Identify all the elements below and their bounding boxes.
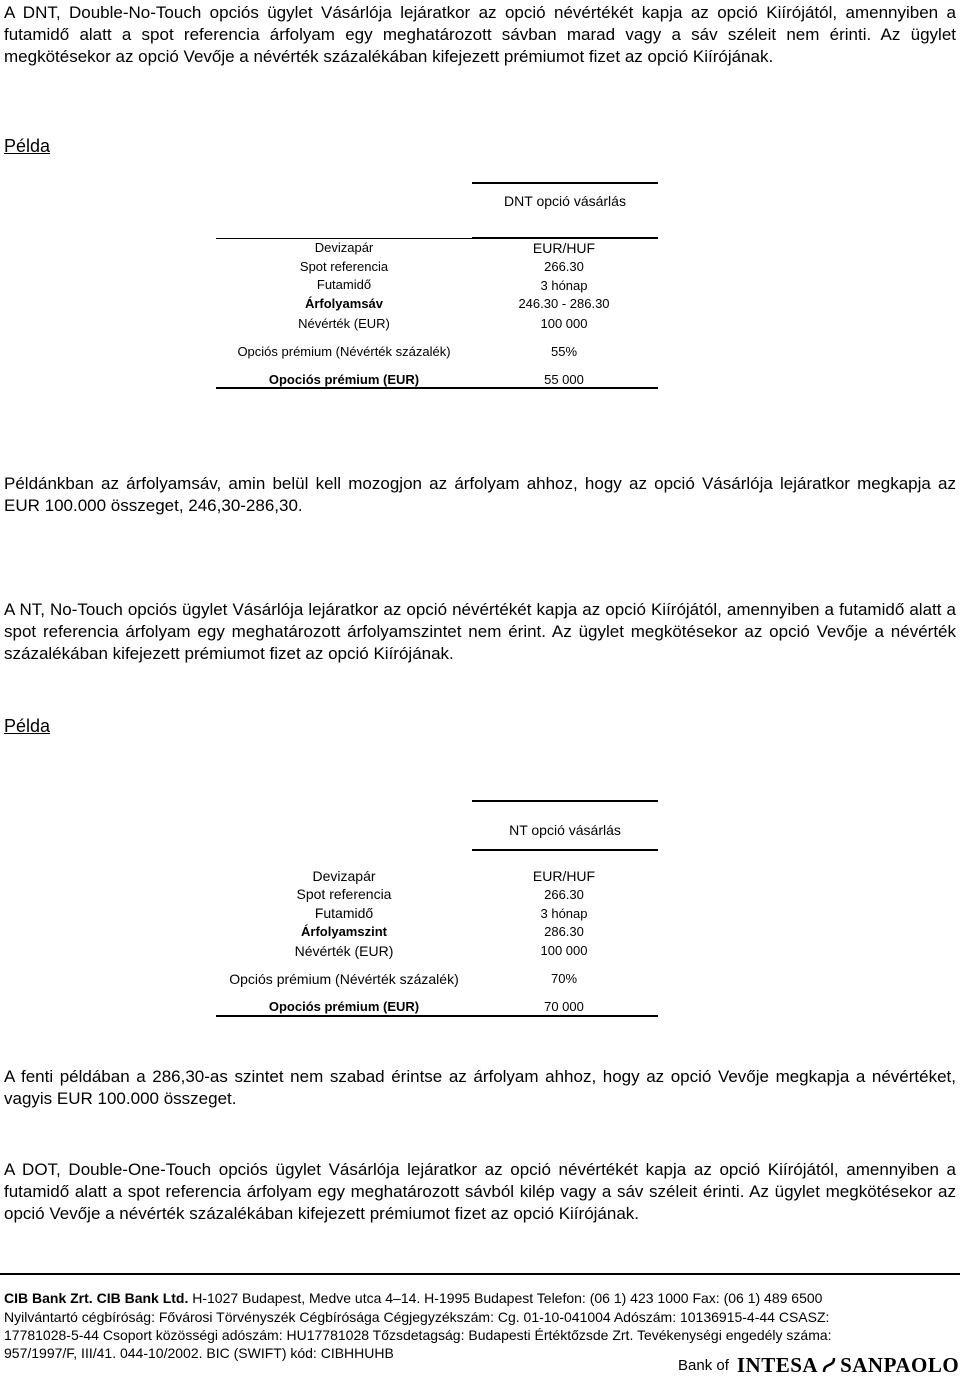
logo-prefix: Bank of: [678, 1356, 729, 1374]
row-value: EUR/HUF: [532, 868, 596, 884]
company-name: CIB Bank Zrt.: [4, 1290, 93, 1306]
footer-line-2: Nyilvántartó cégbíróság: Fővárosi Törvényszék Cégbírósága Cégjegyzékszám: Cg. 01-10-041004 Adószám: 10136915-4-44 CSASZ:: [4, 1309, 830, 1325]
row-label: Futamidő: [314, 905, 374, 921]
premium-eur-value: 55 000: [544, 372, 584, 387]
paragraph-nt-example-note: A fenti példában a 286,30-as szintet nem szabad érintse az árfolyam ahhoz, hogy az opció Vevője megkapja a névértéket, vagyis EUR 100.000 összeget.: [4, 1067, 956, 1108]
company-name-en: CIB Bank Ltd.: [96, 1290, 189, 1306]
row-value: EUR/HUF: [532, 240, 596, 256]
intesa-sanpaolo-logo: [678, 1352, 959, 1378]
nt-example-table: [216, 800, 658, 1020]
example-heading-1: Példa: [4, 136, 51, 156]
row-label: Árfolyamszint: [301, 924, 387, 939]
table-title: DNT opció vásárlás: [504, 193, 626, 209]
row-value: 286.30: [544, 924, 584, 939]
table-rule: [216, 1015, 658, 1017]
row-label: Spot referencia: [296, 886, 392, 902]
table-rule: [472, 800, 658, 802]
row-label: Spot referencia: [299, 259, 389, 274]
premium-eur-value: 70 000: [544, 999, 584, 1014]
company-address: H-1027 Budapest, Medve utca 4–14. H-1995 Budapest Telefon: (06 1) 423 1000 Fax: (06 1) 489 6500: [192, 1290, 823, 1306]
row-value: 266.30: [544, 259, 584, 274]
row-label: Névérték (EUR): [298, 316, 390, 331]
table-rule: [216, 387, 658, 389]
premium-pct-label: Opciós prémium (Névérték százalék): [229, 971, 459, 987]
row-value: 246.30 - 286.30: [518, 296, 610, 311]
premium-pct-label: Opciós prémium (Névérték százalék): [237, 344, 451, 359]
footer-line-3: 17781028-5-44 Csoport közösségi adószám: HU17781028 Tőzsdetagság: Budapesti Értéktőzsde Zrt. Tevékenységi engedély száma:: [4, 1327, 832, 1343]
row-value: 100 000: [540, 943, 588, 958]
premium-eur-label: Opociós prémium (EUR): [268, 999, 420, 1014]
logo-mark-icon: [822, 1356, 836, 1374]
footer-line-4: 957/1997/F, III/41. 044-10/2002. BIC (SWIFT) kód: CIBHHUHB: [4, 1345, 394, 1361]
table-title: NT opció vásárlás: [509, 822, 621, 838]
row-value: 3 hónap: [540, 906, 588, 921]
row-label: Devizapár: [314, 240, 374, 255]
premium-pct-value: 55%: [550, 344, 578, 359]
paragraph-dnt-example-note: Példánkban az árfolyamsáv, amin belül kell mozogjon az árfolyam ahhoz, hogy az opció Vásárlója lejáratkor megkapja az EUR 100.000 összeget, 246,30-286,30.: [4, 474, 956, 515]
row-label: Devizapár: [312, 868, 376, 884]
row-value: 3 hónap: [540, 278, 588, 293]
logo-intesa: INTESA: [736, 1352, 819, 1377]
premium-pct-value: 70%: [550, 971, 578, 986]
table-rule: [472, 849, 658, 851]
row-label: Árfolyamsáv: [304, 296, 384, 311]
premium-eur-label: Opociós prémium (EUR): [268, 372, 420, 387]
paragraph-dot-definition: A DOT, Double-One-Touch opciós ügylet Vásárlója lejáratkor az opció névértékét kapja az opció Kiírójától, amennyiben a futamidő alatt a spot referencia árfolyam egy meghatározott sávból kilép vagy a sáv széleit érinti. Az ügylet megkötésekor az opció Vevője a névérték százalékában kifejezett prémiumot fizet az opció Kiírójának.: [4, 1160, 956, 1223]
paragraph-nt-definition: A NT, No-Touch opciós ügylet Vásárlója lejáratkor az opció névértékét kapja az opció Kiírójától, amennyiben a futamidő alatt a spot referencia árfolyam egy meghatározott árfolyamszintet nem érint. Az ügylet megkötésekor az opció Vevője a névérték százalékában kifejezett prémiumot fizet az opció Kiírójának.: [4, 600, 956, 663]
row-label: Futamidő: [316, 277, 372, 292]
table-rule: [472, 182, 658, 184]
footer-rule: [0, 1273, 960, 1275]
row-value: 100 000: [540, 316, 588, 331]
dnt-example-table: [216, 182, 658, 392]
row-label: Névérték (EUR): [294, 943, 394, 959]
footer-line-1: [4, 1289, 956, 1307]
table-rule: [216, 238, 658, 239]
logo-sanpaolo: SANPAOLO: [840, 1352, 960, 1377]
paragraph-dnt-definition: A DNT, Double-No-Touch opciós ügylet Vásárlója lejáratkor az opció névértékét kapja az opció Kiírójától, amennyiben a futamidő alatt a spot referencia árfolyam egy meghatározott sávban marad vagy a sáv széleit nem érinti. Az ügylet megkötésekor az opció Vevője a névérték százalékában kifejezett prémiumot fizet az opció Kiírójának.: [4, 3, 956, 66]
example-heading-2: Példa: [4, 716, 51, 736]
row-value: 266.30: [544, 887, 584, 902]
